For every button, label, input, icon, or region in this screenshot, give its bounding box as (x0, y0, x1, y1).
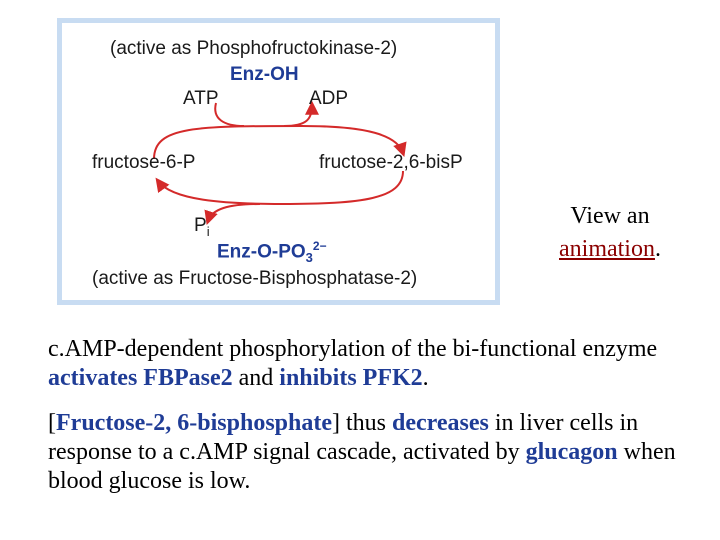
p2-text-3: in liver cells in response to a c.AMP signal cascade, activated by (48, 410, 639, 465)
fructose-2-6-bisp-label: fructose-2,6-bisP (319, 152, 463, 173)
pi-label: $P_i$ (194, 215, 210, 239)
enz-phosphate-label: Enz-$O-PO_3^{2-}$ (217, 239, 327, 266)
p2-text-4: when blood glucose is low. (48, 439, 676, 494)
p1-bold-inhibits: inhibits PFK2 (279, 365, 423, 391)
paragraph-phosphorylation (48, 335, 688, 393)
pfk2-note: (active as Phosphofructokinase-2) (110, 38, 398, 59)
view-an-text: View an (570, 203, 650, 229)
p1-text-1: c.AMP-dependent phosphorylation of the bi-functional enzyme (48, 336, 658, 362)
fbpase2-note: (active as Fructose-Bisphosphatase-2) (92, 268, 418, 289)
atp-in-curve (215, 103, 244, 126)
reverse-arrow (158, 171, 403, 204)
p2-text-1: [ (48, 410, 56, 436)
reaction-diagram (57, 18, 500, 305)
paragraph-glucagon (48, 409, 688, 496)
adp-label: ADP (309, 88, 349, 109)
pi-out-curve (208, 204, 260, 221)
p2-bold-f26bp: Fructose-2, 6-bisphosphate (56, 410, 333, 436)
atp-label: ATP (183, 88, 219, 109)
animation-link-block (540, 200, 680, 266)
p1-bold-activates: activates FBPase2 (48, 365, 233, 391)
p2-bold-glucagon: glucagon (525, 439, 618, 465)
p2-text-2: ] thus (332, 410, 393, 436)
enz-oh-label: Enz-OH (230, 64, 299, 85)
fructose-6-p-label: fructose-6-P (92, 152, 196, 173)
animation-link[interactable]: animation (559, 236, 655, 262)
p2-bold-decreases: decreases (392, 410, 489, 436)
p1-text-3: . (422, 365, 429, 391)
link-period: . (654, 236, 661, 262)
adp-out-curve (284, 105, 312, 126)
p1-text-2: and (232, 365, 280, 391)
